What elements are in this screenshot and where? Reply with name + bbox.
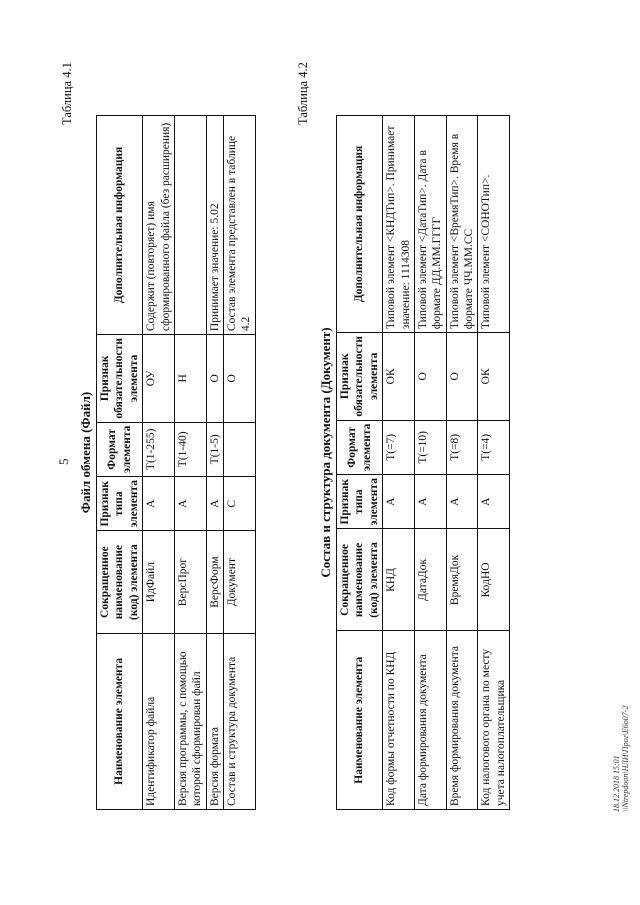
cell-name: Время формирования документа: [446, 631, 478, 810]
table1: [96, 115, 256, 810]
table2-header-row: [337, 116, 383, 810]
header-format: Формат элемента: [97, 422, 143, 476]
cell-format: T(=10): [414, 420, 446, 474]
table2: [336, 115, 510, 810]
cell-name: Код формы отчетности по КНД: [383, 631, 415, 810]
cell-type: А: [383, 475, 415, 529]
cell-code: КНД: [383, 529, 415, 631]
header-name: Наименование элемента: [97, 633, 143, 809]
table-row: [478, 116, 510, 810]
header-type: Признак типа элемента: [337, 475, 383, 529]
cell-format: [224, 422, 256, 476]
cell-required: ОК: [383, 333, 415, 421]
cell-name: Версия формата: [206, 633, 223, 809]
cell-code: ВерсПрог: [174, 531, 206, 633]
table-row: [414, 116, 446, 810]
stamp-date: 18.12.2018 15:01: [612, 755, 621, 812]
cell-info: [174, 116, 206, 335]
cell-info: Типовой элемент <СОНОТип>.: [478, 116, 510, 333]
cell-info: Состав элемента представлен в таблице 4.2: [224, 116, 256, 335]
cell-name: Идентификатор файла: [143, 633, 175, 809]
header-info: Дополнительная информация: [337, 116, 383, 333]
header-format: Формат элемента: [337, 420, 383, 474]
cell-info: Принимает значение: 5.02: [206, 116, 223, 335]
table2-caption: Таблица 4.2: [296, 62, 310, 125]
header-required: Признак обязательности элемента: [97, 335, 143, 423]
cell-format: T(=8): [446, 420, 478, 474]
cell-type: А: [446, 475, 478, 529]
table1-caption: Таблица 4.1: [60, 62, 74, 125]
cell-required: О: [446, 333, 478, 421]
cell-type: А: [174, 477, 206, 531]
table1-header-row: [97, 116, 143, 810]
stamp-path: \\Ntrepdoon\НЛИ\Прог\Е6о07-2: [621, 705, 631, 812]
cell-type: А: [143, 477, 175, 531]
table1-title: Файл обмена (Файл): [78, 391, 93, 514]
cell-format: T(1-40): [174, 422, 206, 476]
cell-required: О: [206, 335, 223, 423]
cell-info: Типовой элемент <ВремяТип>. Время в формате ЧЧ.ММ.СС: [446, 116, 478, 333]
cell-format: T(=7): [383, 420, 415, 474]
table-row: [206, 116, 223, 810]
cell-type: А: [478, 475, 510, 529]
table2-title: Состав и структура документа (Документ): [318, 327, 333, 578]
cell-format: T(1-5): [206, 422, 223, 476]
cell-required: ОК: [478, 333, 510, 421]
table-row: [224, 116, 256, 810]
cell-format: T(1-255): [143, 422, 175, 476]
table-row: [446, 116, 478, 810]
table-row: [143, 116, 175, 810]
cell-type: А: [206, 477, 223, 531]
cell-info: Содержит (повторяет) имя сформированного файла (без расширения): [143, 116, 175, 335]
cell-name: Дата формирования документа: [414, 631, 446, 810]
cell-type: А: [414, 475, 446, 529]
print-stamp: [612, 706, 630, 812]
header-info: Дополнительная информация: [97, 116, 143, 335]
table-row: [383, 116, 415, 810]
cell-required: Н: [174, 335, 206, 423]
header-required: Признак обязательности элемента: [337, 333, 383, 421]
header-type: Признак типа элемента: [97, 477, 143, 531]
cell-required: О: [224, 335, 256, 423]
table-row: [174, 116, 206, 810]
cell-code: ИдФайл: [143, 531, 175, 633]
header-code: Сокращенное наименование (код) элемента: [337, 529, 383, 631]
cell-format: T(=4): [478, 420, 510, 474]
cell-type: С: [224, 477, 256, 531]
header-code: Сокращенное наименование (код) элемента: [97, 531, 143, 633]
cell-code: КодНО: [478, 529, 510, 631]
cell-info: Типовой элемент <ДатаТип>. Дата в формате ДД.ММ.ГГГГ: [414, 116, 446, 333]
cell-info: Типовой элемент <КНДТип>. Принимает значение: 1114308: [383, 116, 415, 333]
cell-required: ОУ: [143, 335, 175, 423]
page-number: 5: [56, 458, 71, 465]
cell-code: Документ: [224, 531, 256, 633]
header-name: Наименование элемента: [337, 631, 383, 810]
cell-code: ВремяДок: [446, 529, 478, 631]
cell-name: Версия программы, с помощью которой сформирован файл: [174, 633, 206, 809]
cell-code: ДатаДок: [414, 529, 446, 631]
cell-name: Состав и структура документа: [224, 633, 256, 809]
cell-name: Код налогового органа по месту учета налогоплательщика: [478, 631, 510, 810]
cell-code: ВерсФорм: [206, 531, 223, 633]
cell-required: О: [414, 333, 446, 421]
